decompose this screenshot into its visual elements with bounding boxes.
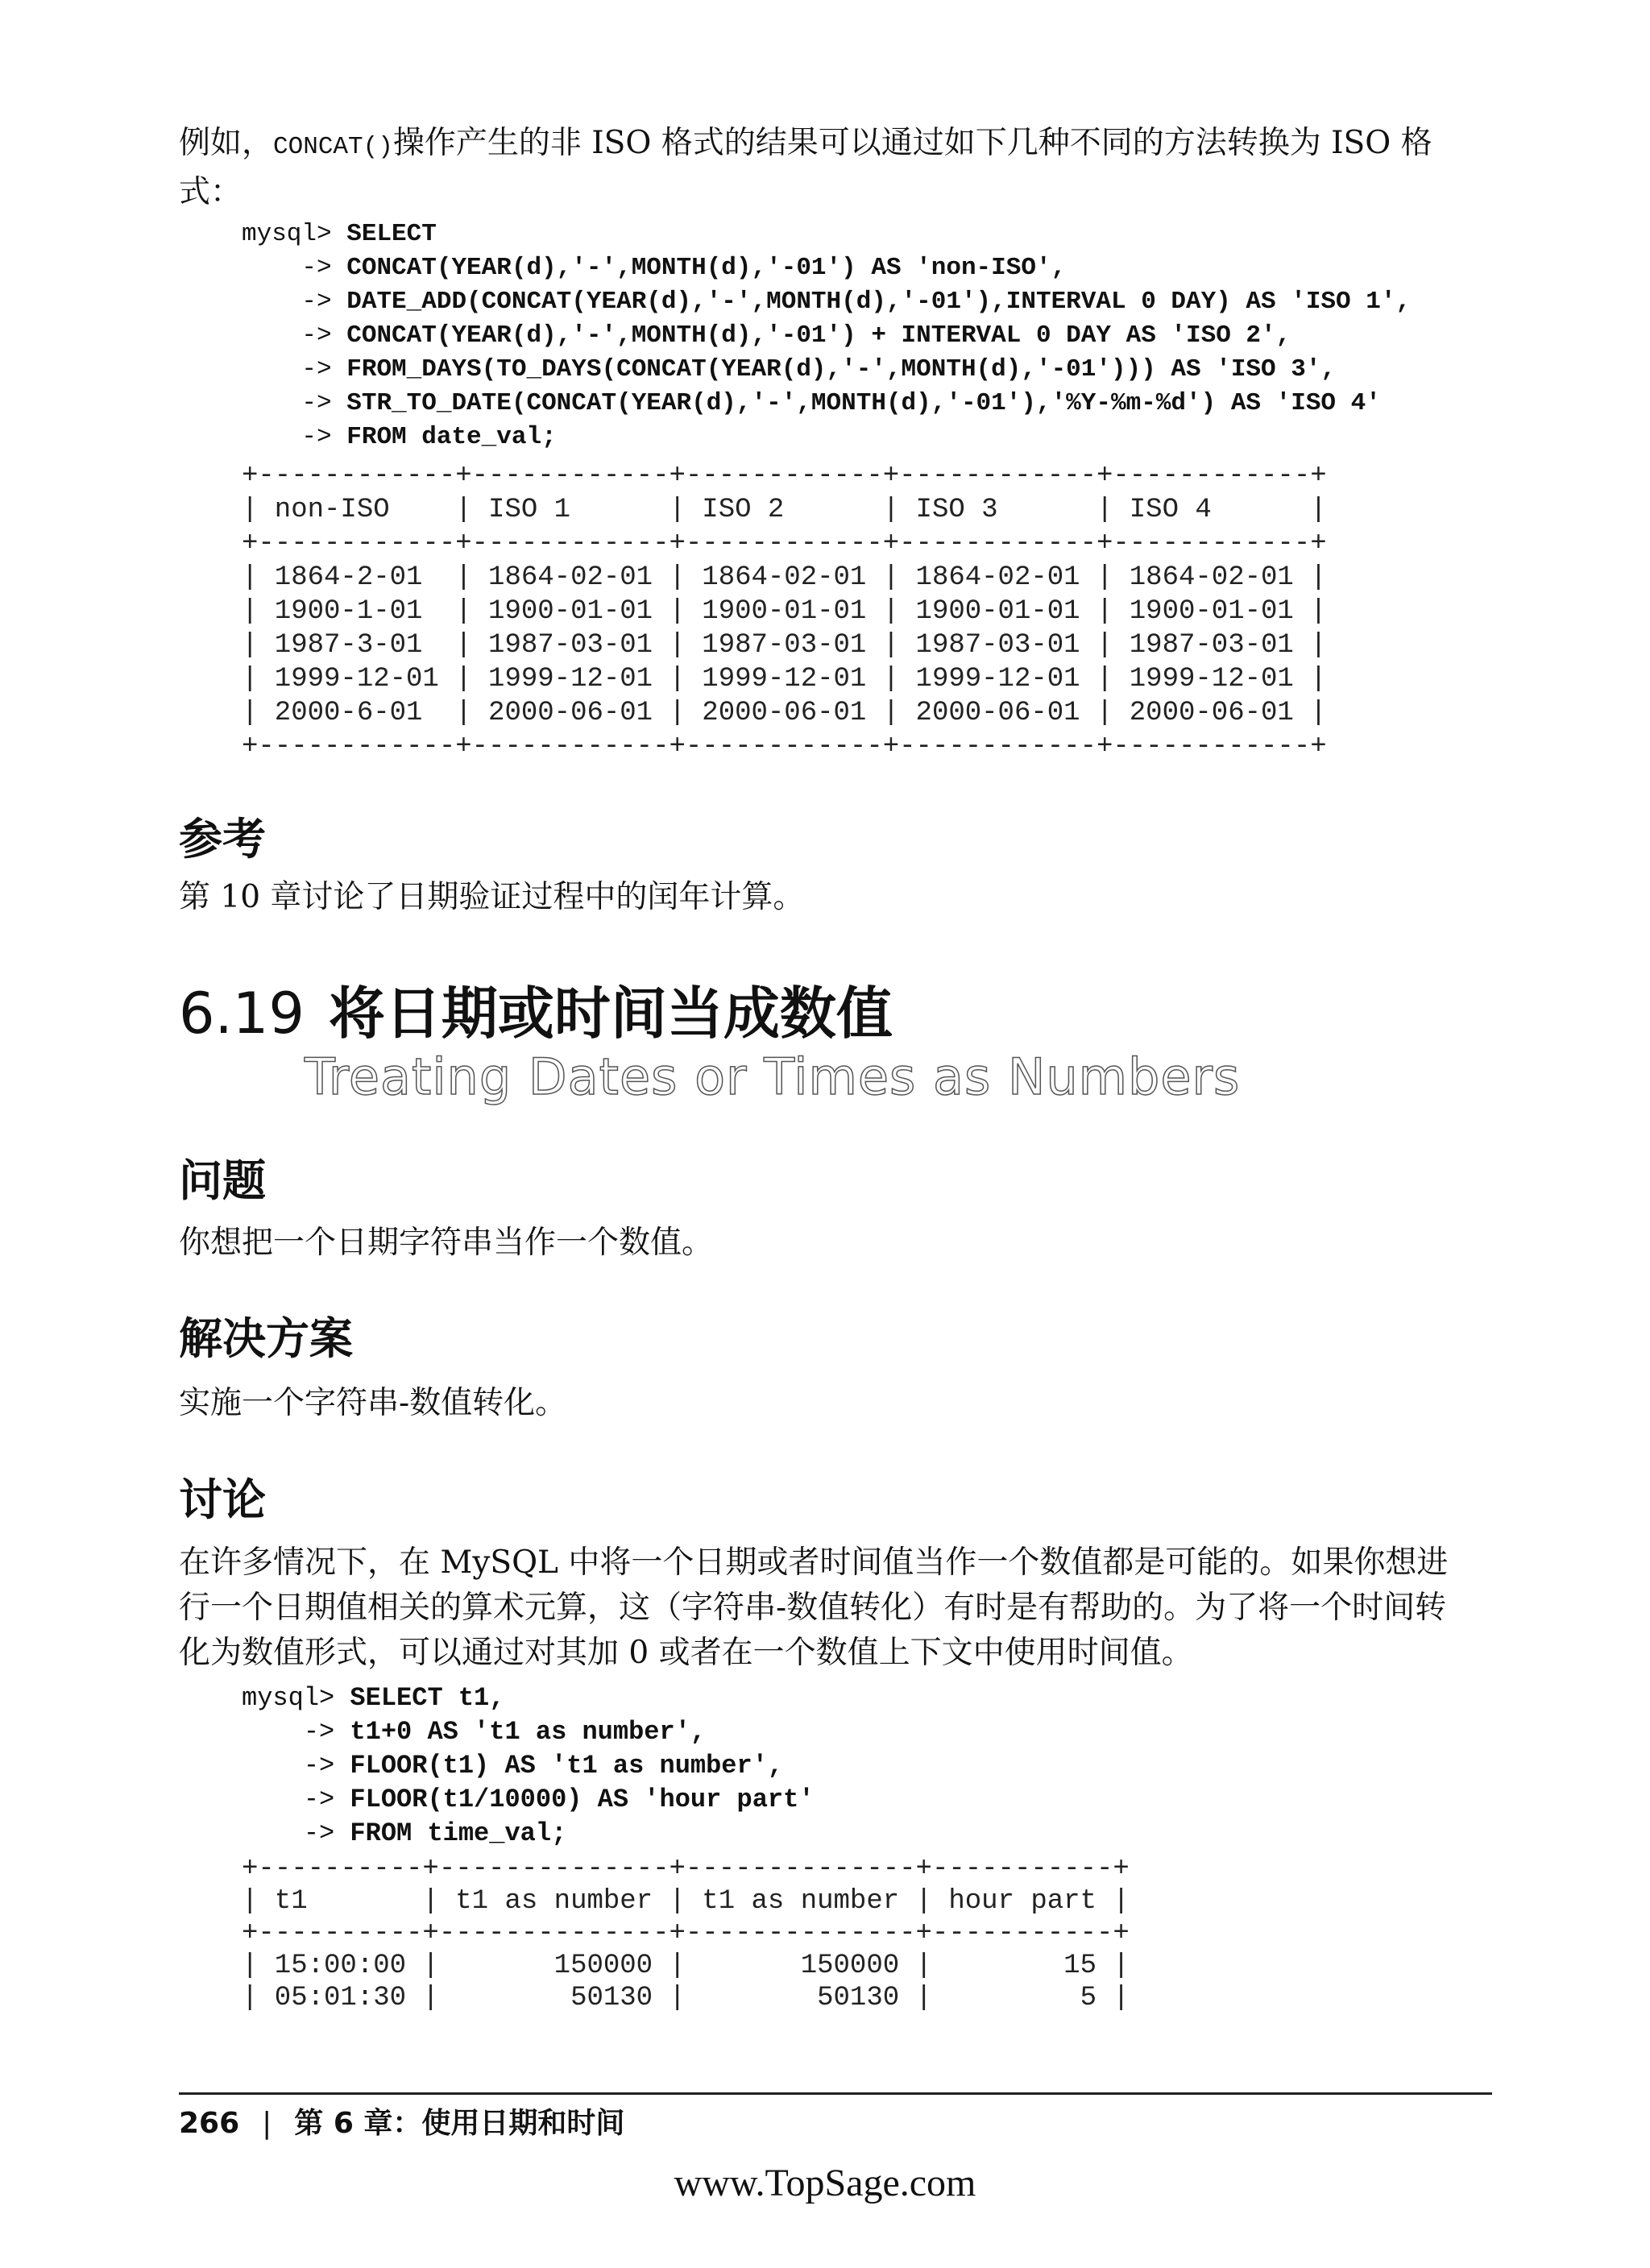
code-line: -> FROM time_val;: [242, 1818, 567, 1848]
intro-paragraph: [179, 121, 1460, 215]
see-also-heading: 参考: [179, 814, 266, 864]
page-number: 266: [179, 2107, 240, 2140]
intro-text-before: 例如，: [179, 125, 274, 161]
section-title: [179, 980, 893, 1047]
table-border: +----------+--------------+--------------+-----------+: [242, 1918, 1130, 1949]
result-table-2: [242, 1853, 1130, 2014]
table-row: | 1864-2-01 | 1864-02-01 | 1864-02-01 | 1864-02-01 | 1864-02-01 |: [242, 562, 1327, 593]
table-border: +------------+------------+------------+------------+------------+: [242, 732, 1327, 762]
code-line: -> CONCAT(YEAR(d),'-',MONTH(d),'-01') AS 'non-ISO',: [242, 254, 1067, 282]
section-title-text: 将日期或时间当成数值: [328, 981, 893, 1047]
intro-inline-code: CONCAT(): [273, 133, 393, 161]
code-line: mysql> SELECT: [242, 220, 437, 248]
problem-text: 你想把一个日期字符串当作一个数值。: [179, 1225, 714, 1261]
code-line: -> FROM date_val;: [242, 423, 557, 451]
footer-chapter: 第 6 章：使用日期和时间: [294, 2107, 625, 2140]
see-also-text: 第 10 章讨论了日期验证过程中的闰年计算。: [179, 879, 805, 915]
code-line: -> FLOOR(t1) AS 't1 as number',: [242, 1751, 784, 1781]
table-row: | 05:01:30 | 50130 | 50130 | 5 |: [242, 1983, 1130, 2013]
table-border: +------------+------------+------------+------------+------------+: [242, 461, 1327, 491]
table-row: | 15:00:00 | 150000 | 150000 | 15 |: [242, 1951, 1130, 1981]
sql-query-2: [242, 1681, 815, 1851]
table-border: +------------+------------+------------+------------+------------+: [242, 529, 1327, 559]
code-line: -> CONCAT(YEAR(d),'-',MONTH(d),'-01') + INTERVAL 0 DAY AS 'ISO 2',: [242, 321, 1291, 350]
code-line: -> DATE_ADD(CONCAT(YEAR(d),'-',MONTH(d),'-01'),INTERVAL 0 DAY) AS 'ISO 1',: [242, 288, 1412, 316]
page-footer: [179, 2104, 624, 2143]
intro-text-after: 操作产生的非 ISO 格式的结果可以通过如下几种不同的方法转换为 ISO 格式：: [179, 125, 1432, 210]
website-watermark: www.TopSage.com: [674, 2162, 976, 2204]
table-row: | 1987-3-01 | 1987-03-01 | 1987-03-01 | 1987-03-01 | 1987-03-01 |: [242, 630, 1327, 661]
code-line: -> FLOOR(t1/10000) AS 'hour part': [242, 1785, 815, 1814]
section-subtitle: Treating Dates or Times as Numbers: [305, 1047, 1241, 1106]
solution-heading: 解决方案: [179, 1313, 353, 1364]
code-line: -> STR_TO_DATE(CONCAT(YEAR(d),'-',MONTH(d),'-01'),'%Y-%m-%d') AS 'ISO 4': [242, 389, 1381, 417]
table-header: | non-ISO | ISO 1 | ISO 2 | ISO 3 | ISO 4 |: [242, 495, 1327, 525]
table-header: | t1 | t1 as number | t1 as number | hour part |: [242, 1886, 1130, 1917]
code-line: -> FROM_DAYS(TO_DAYS(CONCAT(YEAR(d),'-',MONTH(d),'-01'))) AS 'ISO 3',: [242, 355, 1337, 384]
discussion-heading: 讨论: [179, 1474, 266, 1525]
table-row: | 2000-6-01 | 2000-06-01 | 2000-06-01 | 2000-06-01 | 2000-06-01 |: [242, 698, 1327, 728]
solution-text: 实施一个字符串-数值转化。: [179, 1385, 567, 1421]
code-line: -> t1+0 AS 't1 as number',: [242, 1717, 707, 1747]
result-table-1: [242, 459, 1327, 764]
footer-rule: [179, 2092, 1492, 2095]
table-row: | 1900-1-01 | 1900-01-01 | 1900-01-01 | 1900-01-01 | 1900-01-01 |: [242, 596, 1327, 627]
problem-heading: 问题: [179, 1155, 266, 1206]
table-border: +----------+--------------+--------------+-----------+: [242, 1854, 1130, 1884]
code-line: mysql> SELECT t1,: [242, 1683, 505, 1713]
section-number: 6.19: [179, 981, 305, 1047]
table-row: | 1999-12-01 | 1999-12-01 | 1999-12-01 | 1999-12-01 | 1999-12-01 |: [242, 664, 1327, 694]
sql-query-1: [242, 218, 1411, 454]
footer-separator: |: [262, 2107, 272, 2140]
discussion-text: 在许多情况下，在 MySQL 中将一个日期或者时间值当作一个数值都是可能的。如果你想进行一个日期值相关的算术元算，这（字符串-数值转化）有时是有帮助的。为了将一个时间转化为数值形式，可以通过对其加 0 或者在一个数值上下文中使用时间值。: [179, 1544, 1449, 1671]
